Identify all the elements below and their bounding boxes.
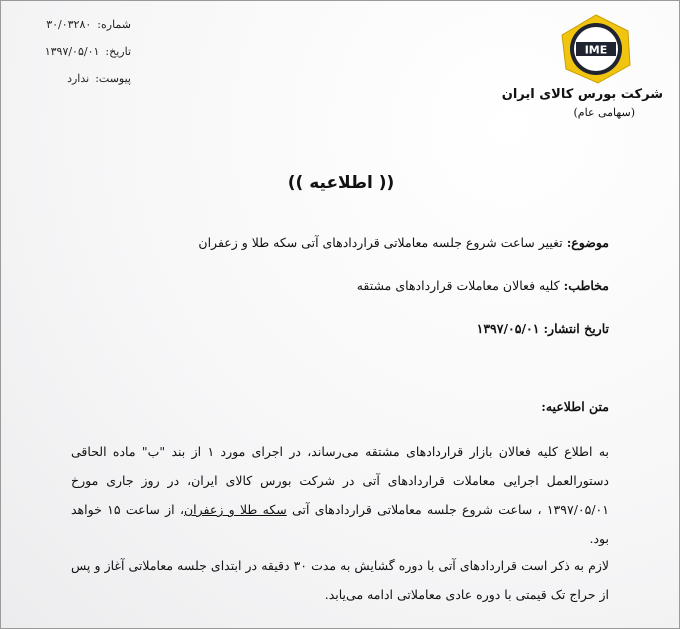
- company-subtitle: (سهامی عام): [573, 106, 635, 119]
- company-block: [502, 87, 663, 119]
- letter-number-label: شماره:: [97, 18, 131, 31]
- logo-text: IME: [584, 43, 608, 57]
- paragraph-1-end: ، از ساعت ۱۵ خواهد بود.: [71, 502, 609, 546]
- letter-attachment-label: پیوست:: [95, 72, 131, 85]
- announcement-title: (( اطلاعیه )): [287, 173, 395, 193]
- audience-label: مخاطب:: [563, 278, 609, 293]
- letter-date-label: تاریخ:: [105, 45, 131, 58]
- publish-date-line: [477, 321, 609, 336]
- letter-attachment-value: ندارد: [67, 72, 90, 85]
- publish-date-value: ۱۳۹۷/۰۵/۰۱: [476, 321, 540, 336]
- ime-logo: [558, 13, 634, 85]
- subject-value: تغییر ساعت شروع جلسه معاملاتی قراردادهای آتی سکه طلا و زعفران: [198, 235, 563, 250]
- letter-meta: [19, 11, 131, 92]
- letter-date-value: ۱۳۹۷/۰۵/۰۱: [44, 45, 100, 58]
- letter-date-row: [19, 38, 131, 65]
- letter-number-row: [19, 11, 131, 38]
- letter-attachment-row: [19, 65, 131, 92]
- body-heading-text: متن اطلاعیه:: [541, 399, 609, 414]
- paragraph-1: [71, 437, 609, 553]
- paragraph-1-underlined: سکه طلا و زعفران: [183, 502, 287, 517]
- letter-number-value: ۳۰/۰۳۲۸۰: [46, 18, 92, 31]
- body-heading: [541, 399, 609, 414]
- subject-label: موضوع:: [566, 235, 609, 250]
- company-name: شرکت بورس کالای ایران: [501, 87, 663, 102]
- subject-line: [198, 235, 609, 250]
- paragraph-1-start: به اطلاع کلیه فعالان بازار قراردادهای مشتقه می‌رساند، در اجرای مورد ۱ از بند "ب" ماده الحاقی دستورالعمل اجرایی معاملات قراردادهای آتی در شرکت بورس کالای ایران، در روز جاری مورخ ۱۳۹۷/۰۵/۰۱ ، ساعت شروع جلسه معاملاتی قراردادهای آتی: [71, 444, 609, 517]
- audience-value: کلیه فعالان معاملات قراردادهای مشتقه: [356, 278, 560, 293]
- paragraph-2: لازم به ذکر است قراردادهای آتی با دوره گشایش به مدت ۳۰ دقیقه در ابتدای جلسه معاملاتی آغاز و پس از حراج تک قیمتی با دوره عادی معاملاتی ادامه می‌یابد.: [71, 558, 609, 602]
- publish-date-label: تاریخ انتشار:: [543, 321, 609, 336]
- audience-line: [357, 278, 609, 293]
